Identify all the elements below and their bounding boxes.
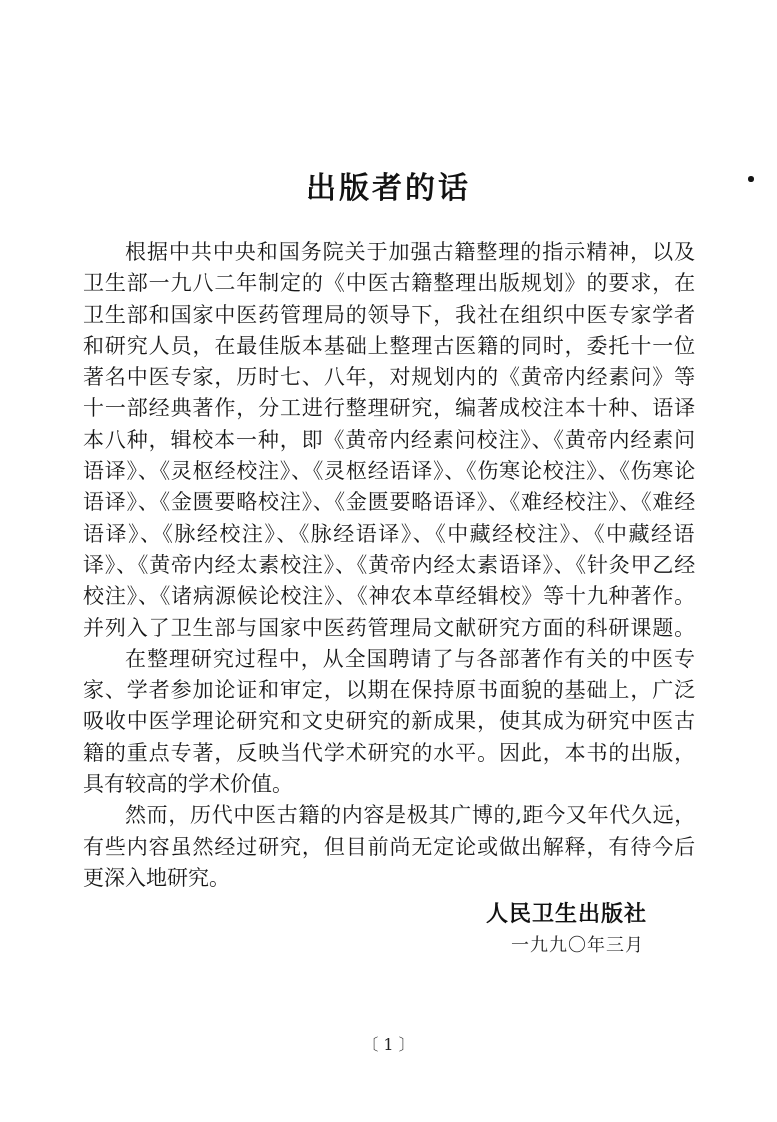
publication-date: 一九九〇年三月 xyxy=(511,935,644,956)
text-line: 和研究人员，在最佳版本基础上整理古医籍的同时，委托十一位 xyxy=(83,333,696,358)
text-line: 家、学者参加论证和审定，以期在保持原书面貌的基础上，广泛 xyxy=(83,678,696,703)
text-line: 在整理研究过程中，从全国聘请了与各部著作有关的中医专 xyxy=(125,646,696,671)
text-line: 语译》、《灵枢经校注》、《灵枢经语译》、《伤寒论校注》、《伤寒论 xyxy=(83,459,696,484)
text-line: 译》、《黄帝内经太素校注》、《黄帝内经太素语译》、《针灸甲乙经 xyxy=(83,552,696,577)
text-line: 著名中医专家，历时七、八年，对规划内的《黄帝内经素问》等 xyxy=(83,365,696,390)
text-line: 有些内容虽然经过研究，但目前尚无定论或做出解释，有待今后 xyxy=(83,834,696,859)
text-line: 卫生部一九八二年制定的《中医古籍整理出版规划》的要求，在 xyxy=(83,271,696,296)
text-line: 校注》、《诸病源候论校注》、《神农本草经辑校》等十九种著作。 xyxy=(83,584,696,609)
page-title: 出版者的话 xyxy=(306,171,471,206)
publisher-name: 人民卫生出版社 xyxy=(485,902,647,927)
text-line: 更深入地研究。 xyxy=(83,865,230,890)
text-line: 语译》、《脉经校注》、《脉经语译》、《中藏经校注》、《中藏经语 xyxy=(83,521,696,546)
text-line: 卫生部和国家中医药管理局的领导下，我社在组织中医专家学者 xyxy=(83,302,696,327)
text-line: 十一部经典著作，分工进行整理研究，编著成校注本十种、语译 xyxy=(83,396,696,421)
text-line: 根据中共中央和国务院关于加强古籍整理的指示精神，以及 xyxy=(125,240,696,264)
text-line: 然而，历代中医古籍的内容是极其广博的,距今又年代久远， xyxy=(125,803,696,828)
body-text xyxy=(83,237,696,894)
text-line: 并列入了卫生部与国家中医药管理局文献研究方面的科研课题。 xyxy=(83,615,696,640)
text-line: 具有较高的学术价值。 xyxy=(83,772,293,797)
text-line: 语译》、《金匮要略校注》、《金匮要略语译》、《难经校注》、《难经 xyxy=(83,490,696,515)
text-line: 吸收中医学理论研究和文史研究的新成果，使其成为研究中医古 xyxy=(83,709,696,734)
page-number: 〔 1 〕 xyxy=(362,1035,415,1054)
text-line: 籍的重点专著，反映当代学术研究的水平。因此，本书的出版， xyxy=(83,740,696,765)
text-line: 本八种，辑校本一种，即《黄帝内经素问校注》、《黄帝内经素问 xyxy=(83,427,696,452)
